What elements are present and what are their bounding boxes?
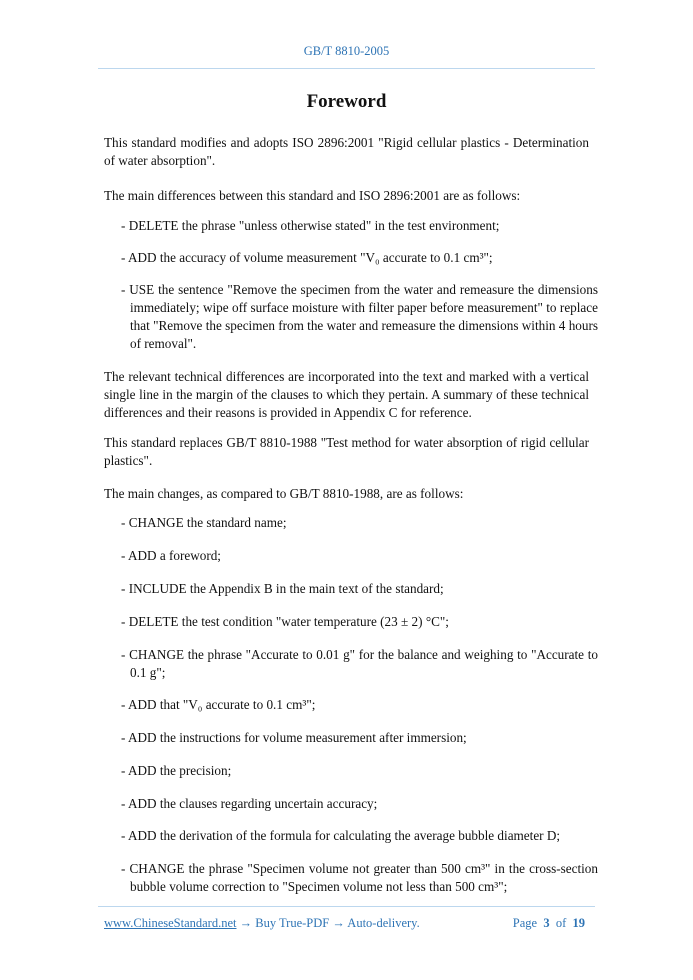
page-title: Foreword: [306, 91, 387, 112]
paragraph: The main changes, as compared to GB/T 8810-1988, are as follows:: [104, 486, 464, 501]
paragraph: This standard modifies and adopts ISO 2896:2001 "Rigid cellular plastics - Determination of water absorption".: [104, 135, 589, 168]
list-item: - ADD the derivation of the formula for calculating the average bubble diameter D;: [121, 828, 561, 843]
page-number: 3: [543, 916, 550, 930]
list-item: - CHANGE the phrase "Specimen volume not greater than 500 cm³" in the cross-section bubble volume correction to "Specimen volume not less than 500 cm³";: [121, 861, 598, 894]
list-item: - INCLUDE the Appendix B in the main text of the standard;: [121, 581, 444, 596]
footer-divider: [98, 906, 595, 907]
paragraph: The relevant technical differences are incorporated into the text and marked with a vertical single line in the margin of the clauses to which they pertain. A summary of these technical differences and their reasons is provided in Appendix C for reference.: [104, 369, 589, 420]
of-label: of: [555, 916, 567, 930]
list-item: - ADD a foreword;: [121, 548, 221, 563]
page-total: 19: [572, 916, 585, 930]
list-item: - ADD that "V₀ accurate to 0.1 cm³";: [121, 697, 316, 712]
page-indicator: [513, 916, 585, 931]
footer-promo-text: → Buy True-PDF → Auto-delivery.: [236, 916, 420, 930]
list-item: - USE the sentence "Remove the specimen from the water and remeasure the dimensions immediately; wipe off surface moisture with filter paper before measurement" to replace that "Remove the specimen from the water and remeasure the dimensions within 4 hours of removal".: [121, 282, 598, 351]
footer-promo: [104, 916, 420, 931]
footer-link[interactable]: www.ChineseStandard.net: [104, 916, 237, 930]
list-item: - DELETE the phrase "unless otherwise stated" in the test environment;: [121, 218, 500, 233]
list-item: - ADD the accuracy of volume measurement "V₀ accurate to 0.1 cm³";: [121, 250, 493, 265]
paragraph: This standard replaces GB/T 8810-1988 "Test method for water absorption of rigid cellular plastics".: [104, 435, 589, 468]
header-divider: [98, 68, 595, 69]
list-item: - ADD the clauses regarding uncertain accuracy;: [121, 796, 378, 811]
paragraph: The main differences between this standard and ISO 2896:2001 are as follows:: [104, 188, 521, 203]
list-item: - CHANGE the standard name;: [121, 515, 287, 530]
list-item: - CHANGE the phrase "Accurate to 0.01 g" for the balance and weighing to "Accurate to 0.1 g";: [121, 647, 598, 680]
list-item: - ADD the precision;: [121, 763, 232, 778]
page-label: Page: [512, 916, 538, 930]
header-doc-code: GB/T 8810-2005: [303, 44, 390, 58]
list-item: - ADD the instructions for volume measurement after immersion;: [121, 730, 467, 745]
list-item: - DELETE the test condition "water temperature (23 ± 2) °C";: [121, 614, 449, 629]
